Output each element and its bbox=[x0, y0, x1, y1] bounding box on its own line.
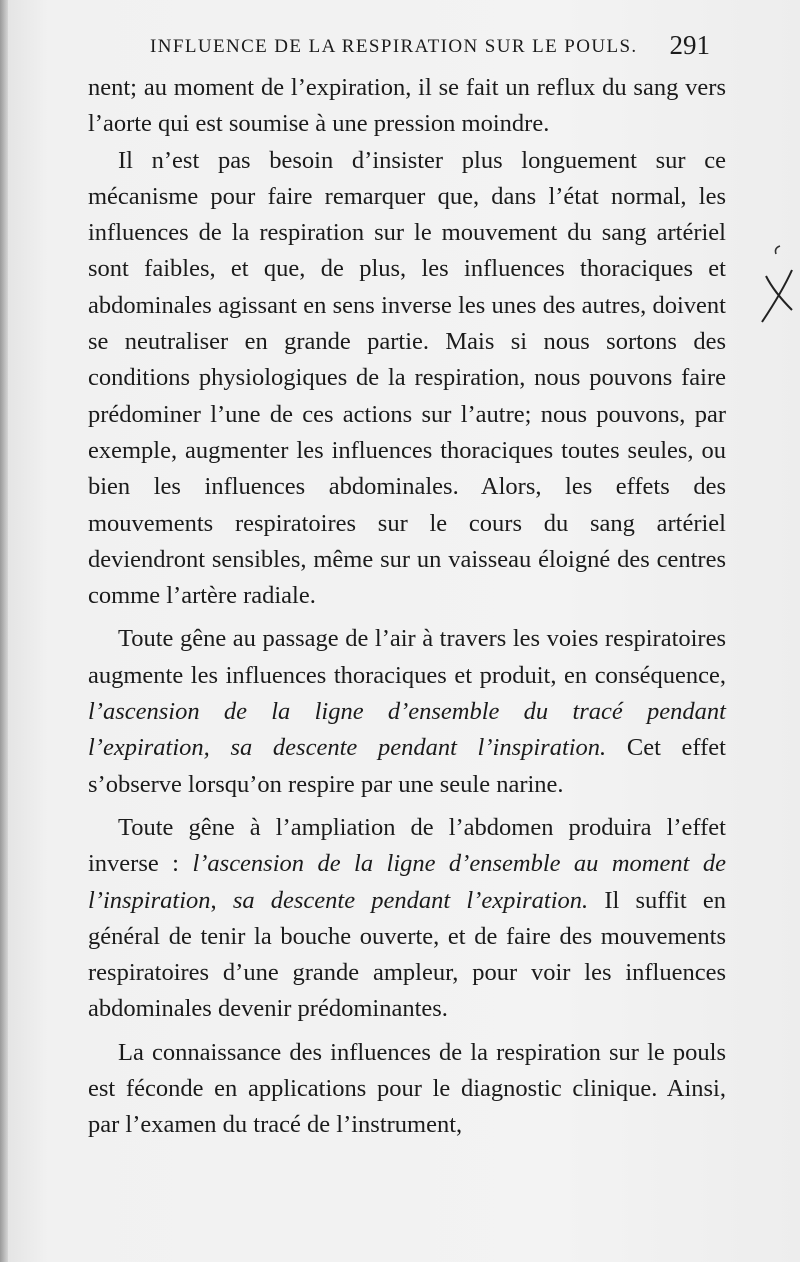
paragraph-respiratory-obstruction bbox=[88, 621, 726, 802]
paragraph-continuation: nent; au moment de l’expiration, il se fait un reflux du sang vers l’aorte qui est soumise à une pression moindre. bbox=[88, 74, 726, 138]
paragraph-mechanism: Il n’est pas besoin d’insister plus longuement sur ce mécanisme pour faire remarquer que, dans l’état normal, les influences de la respiration sur le mouvement du sang artériel sont faibles, et que, de plus, les influences thoraciques et abdominales agissant en sens inverse les unes des autres, doivent se neutraliser en grande partie. Mais si nous sortons des conditions physiologiques de la respiration, nous pouvons faire prédominer l’une de ces actions sur l’autre; nous pouvons, par exemple, augmenter les influences thoraciques toutes seules, ou bien les influences abdominales. Alors, les effets des mouvements respiratoires sur le cours du sang artériel deviendront sensibles, même sur un vaisseau éloigné des centres comme l’artère radiale. bbox=[88, 146, 726, 610]
italic-emphasis: l’ascension de la ligne d’ensemble au moment de l’inspiration bbox=[88, 850, 726, 914]
italic-emphasis: sa descente pendant l’expiration. bbox=[232, 886, 589, 914]
body-text bbox=[88, 70, 726, 1144]
paragraph-text: Il suffit en général de tenir la bouche ouverte, et de faire des mouvements respiratoires d’une grande ampleur, pour voir les influences abdominales devenir prédominantes. bbox=[88, 886, 727, 1023]
paragraph-text: Cet effet s’observe lorsqu’on respire par une seule narine. bbox=[88, 734, 726, 798]
paragraph-abdominal-obstruction bbox=[88, 810, 726, 1028]
italic-emphasis: l’ascension de la ligne d’ensemble du tracé pendant l’expiration, sa descente pendant l’inspiration. bbox=[88, 698, 726, 762]
page-gutter-shadow bbox=[0, 0, 8, 1262]
page-number: 291 bbox=[669, 30, 710, 60]
running-title: INFLUENCE DE LA RESPIRATION SUR LE POULS. bbox=[150, 36, 638, 57]
paragraph-clinical-diagnosis: La connaissance des influences de la respiration sur le pouls est féconde en applications pour le diagnostic clinique. Ainsi, par l’examen du tracé de l’instrument, bbox=[88, 1038, 726, 1139]
handwritten-margin-mark bbox=[752, 240, 800, 330]
paragraph-text: , bbox=[210, 886, 233, 914]
running-head bbox=[150, 30, 710, 66]
paragraph-text: Toute gêne à l’ampliation de l’abdomen produira l’effet inverse : bbox=[88, 813, 726, 878]
paragraph-text: Toute gêne au passage de l’air à travers les voies respiratoires augmente les influences thoraciques et produit, en conséquence, bbox=[88, 625, 726, 689]
